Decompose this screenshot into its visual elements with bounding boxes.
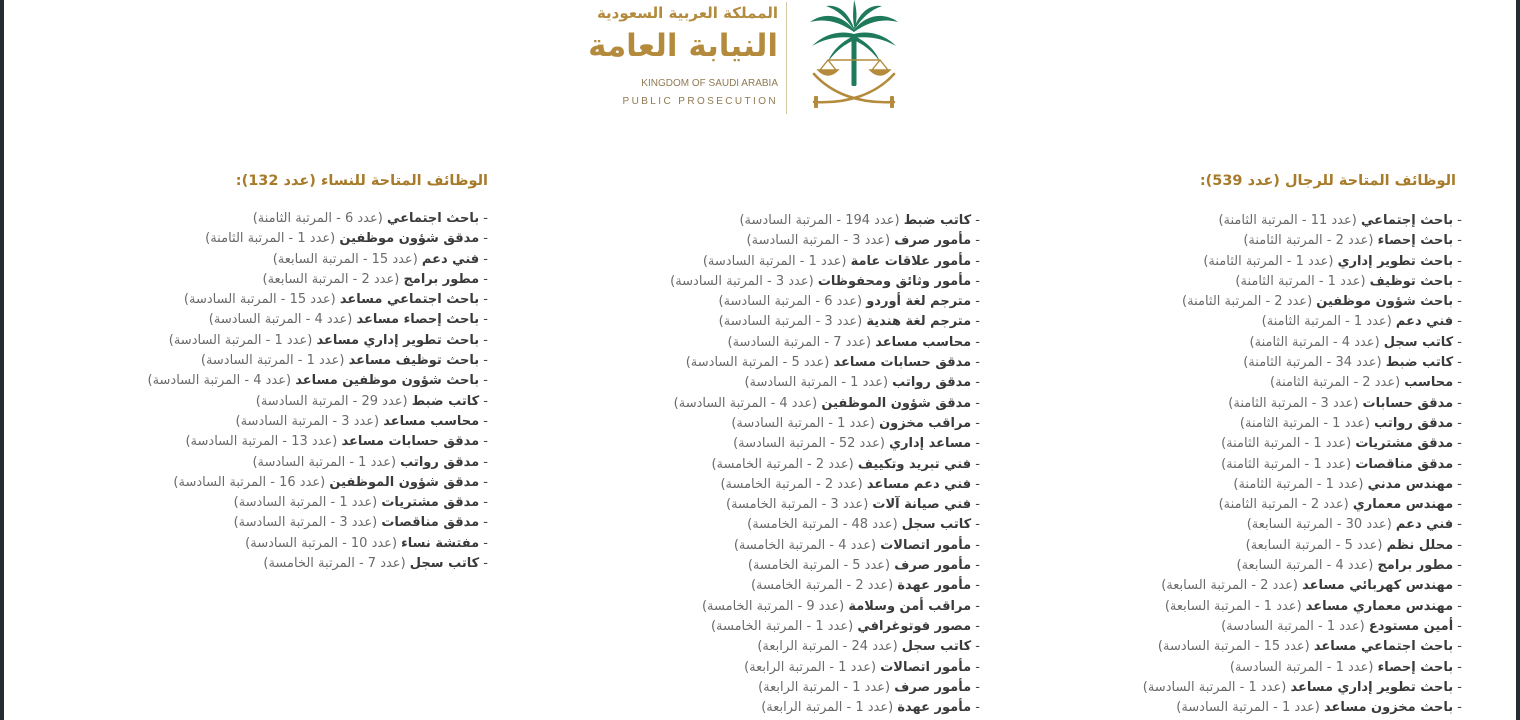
job-title: مدقق شؤون الموظفين: [329, 474, 480, 490]
job-detail: (عدد 1 - المرتبة السادسة): [1229, 659, 1374, 675]
right-frame-edge: [1516, 0, 1520, 720]
job-detail: (عدد 2 - المرتبة الثامنة): [1243, 233, 1374, 249]
bullet-dash: -: [1457, 598, 1462, 614]
job-title: كاتب سجل: [409, 556, 480, 572]
job-title: محاسب مساعد: [875, 334, 972, 350]
job-title: باحث إحصاء: [1377, 659, 1454, 675]
job-detail: (عدد 5 - المرتبة الخامسة): [747, 558, 891, 574]
job-title: مصور فوتوغرافي: [857, 618, 972, 634]
job-title: فني دعم: [1395, 314, 1454, 330]
job-title: مساعد إداري: [889, 436, 972, 452]
bullet-dash: -: [483, 434, 488, 450]
job-detail: (عدد 1 - المرتبة الثامنة): [1233, 476, 1364, 492]
job-title: مدقق حسابات مساعد: [341, 434, 480, 450]
job-title: كاتب سجل: [901, 517, 972, 533]
job-detail: (عدد 13 - المرتبة السادسة): [185, 434, 338, 450]
men-jobs-list: [1022, 211, 1462, 718]
job-list-item: [1022, 394, 1462, 414]
job-list-item: [48, 453, 488, 473]
job-detail: (عدد 2 - المرتبة الخامسة): [711, 456, 854, 472]
bullet-dash: -: [975, 273, 980, 289]
job-list-item: [48, 229, 488, 249]
job-detail: (عدد 5 - المرتبة السابعة): [1245, 537, 1383, 553]
job-list-item: [540, 597, 980, 617]
bullet-dash: -: [1457, 578, 1462, 594]
job-list-item: [540, 333, 980, 353]
job-title: فني صيانة آلات: [872, 497, 972, 513]
job-list-item: [1022, 495, 1462, 515]
bullet-dash: -: [975, 497, 980, 513]
job-list-item: [540, 515, 980, 535]
bullet-dash: -: [975, 537, 980, 553]
job-detail: (عدد 1 - المرتبة السادسة): [1176, 700, 1320, 716]
job-title: مأمور صرف: [894, 558, 972, 574]
job-detail: (عدد 1 - المرتبة الثامنة): [1203, 253, 1334, 269]
job-title: مطور برامج: [1377, 558, 1454, 574]
job-detail: (عدد 1 - المرتبة السابعة): [1164, 598, 1302, 614]
job-list-item: [540, 536, 980, 556]
job-detail: (عدد 1 - المرتبة السادسة): [200, 353, 345, 369]
bullet-dash: -: [975, 456, 980, 472]
job-title: باحث توظيف: [1369, 273, 1454, 289]
job-list-item: [1022, 455, 1462, 475]
bullet-dash: -: [483, 271, 488, 287]
job-list-item: [540, 637, 980, 657]
bullet-dash: -: [1457, 273, 1462, 289]
job-detail: (عدد 1 - المرتبة الثامنة): [1221, 436, 1352, 452]
job-list-item: [1022, 475, 1462, 495]
job-title: مأمور صرف: [894, 679, 972, 695]
men-jobs-title: الوظائف المتاحة للرجال (عدد 539):: [1199, 173, 1456, 189]
job-detail: (عدد 1 - المرتبة الثامنة): [1235, 273, 1366, 289]
job-detail: (عدد 7 - المرتبة السادسة): [727, 334, 872, 350]
job-detail: (عدد 3 - المرتبة السادسة): [233, 515, 378, 531]
job-list-item: [1022, 434, 1462, 454]
job-detail: (عدد 48 - المرتبة الخامسة): [747, 517, 898, 533]
job-title: مهندس معماري مساعد: [1305, 598, 1454, 614]
bullet-dash: -: [1457, 395, 1462, 411]
job-detail: (عدد 4 - المرتبة السابعة): [1236, 558, 1374, 574]
bullet-dash: -: [975, 294, 980, 310]
job-list-item: [540, 617, 980, 637]
bullet-dash: -: [975, 659, 980, 675]
job-list-item: [48, 209, 488, 229]
kingdom-name-arabic: المملكة العربية السعودية: [596, 4, 778, 22]
job-list-item: [48, 270, 488, 290]
job-title: مراقب أمن وسلامة: [848, 598, 972, 614]
job-list-item: [48, 412, 488, 432]
job-detail: (عدد 2 - المرتبة الثامنة): [1270, 375, 1401, 391]
bullet-dash: -: [483, 393, 488, 409]
job-detail: (عدد 1 - المرتبة السادسة): [744, 375, 889, 391]
women-jobs-list: [48, 209, 488, 574]
bullet-dash: -: [1457, 558, 1462, 574]
bullet-dash: -: [1457, 456, 1462, 472]
job-title: فني دعم: [1395, 517, 1454, 533]
job-title: مدقق مشتريات: [381, 495, 480, 511]
job-detail: (عدد 7 - المرتبة الخامسة): [263, 556, 406, 572]
job-detail: (عدد 24 - المرتبة الرابعة): [757, 639, 898, 655]
job-title: مأمور عهدة: [897, 578, 972, 594]
bullet-dash: -: [483, 312, 488, 328]
job-title: مفتشة نساء: [401, 535, 480, 551]
job-list-item: [540, 252, 980, 272]
bullet-dash: -: [975, 253, 980, 269]
job-detail: (عدد 4 - المرتبة الثامنة): [1249, 334, 1380, 350]
job-detail: (عدد 52 - المرتبة السادسة): [733, 436, 885, 452]
bullet-dash: -: [975, 395, 980, 411]
job-detail: (عدد 1 - المرتبة السادسة): [731, 415, 875, 431]
job-list-item: [540, 414, 980, 434]
job-title: فني تبريد وتكييف: [857, 456, 972, 472]
job-title: مهندس مدني: [1367, 476, 1454, 492]
job-title: فني دعم مساعد: [866, 476, 972, 492]
bullet-dash: -: [975, 213, 980, 228]
bullet-dash: -: [483, 413, 488, 429]
job-list-item: [48, 371, 488, 391]
job-title: مدقق رواتب: [1374, 415, 1454, 431]
job-title: مدقق شؤون الموظفين: [821, 395, 972, 411]
job-title: مدقق مشتريات: [1355, 436, 1454, 452]
header-divider: [786, 2, 787, 114]
job-title: مأمور اتصالات: [880, 659, 972, 675]
left-frame-edge: [0, 0, 4, 720]
job-detail: (عدد 1 - المرتبة السادسة): [1142, 679, 1287, 695]
palm-swords-scales-icon: [798, 0, 910, 116]
bullet-dash: -: [1457, 294, 1462, 310]
job-list-item: [1022, 252, 1462, 272]
job-detail: (عدد 194 - المرتبة السادسة): [739, 213, 900, 228]
job-detail: (عدد 1 - المرتبة السادسة): [233, 495, 378, 511]
bullet-dash: -: [1457, 355, 1462, 371]
job-detail: (عدد 15 - المرتبة السادسة): [1157, 639, 1310, 655]
bullet-dash: -: [483, 292, 488, 308]
job-list-item: [1022, 272, 1462, 292]
bullet-dash: -: [483, 353, 488, 369]
job-list-item: [1022, 333, 1462, 353]
job-detail: (عدد 1 - المرتبة الرابعة): [761, 700, 894, 716]
job-list-item: [540, 373, 980, 393]
job-detail: (عدد 5 - المرتبة السادسة): [685, 355, 830, 371]
job-title: مدقق شؤون موظفين: [339, 231, 480, 247]
job-title: باحث اجتماعي مساعد: [1313, 639, 1454, 655]
job-list-item: [48, 432, 488, 452]
job-detail: (عدد 2 - المرتبة السابعة): [1161, 578, 1298, 594]
bullet-dash: -: [975, 233, 980, 249]
bullet-dash: -: [975, 618, 980, 634]
job-detail: (عدد 1 - المرتبة الخامسة): [710, 618, 854, 634]
job-list-item: [1022, 658, 1462, 678]
job-title: مدقق رواتب: [892, 375, 972, 391]
job-title: كاتب سجل: [1383, 334, 1454, 350]
job-list-item: [540, 211, 980, 231]
job-title: باحث إجتماعي: [1360, 213, 1454, 228]
job-title: مدقق مناقصات: [1355, 456, 1454, 472]
job-title: مأمور علاقات عامة: [850, 253, 972, 269]
job-title: مترجم لغة أوردو: [866, 294, 972, 310]
bullet-dash: -: [975, 700, 980, 716]
job-detail: (عدد 4 - المرتبة الخامسة): [733, 537, 877, 553]
job-list-item: [540, 698, 980, 718]
job-list-item: [48, 290, 488, 310]
job-list-item: [540, 292, 980, 312]
job-title: مأمور عهدة: [897, 700, 972, 716]
job-detail: (عدد 34 - المرتبة الثامنة): [1243, 355, 1382, 371]
job-title: محلل نظم: [1386, 537, 1454, 553]
job-list-item: [1022, 292, 1462, 312]
job-detail: (عدد 15 - المرتبة السابعة): [272, 251, 418, 267]
job-list-item: [48, 310, 488, 330]
bullet-dash: -: [483, 231, 488, 247]
job-detail: (عدد 1 - المرتبة السادسة): [168, 332, 313, 348]
bullet-dash: -: [1457, 476, 1462, 492]
bullet-dash: -: [1457, 618, 1462, 634]
job-detail: (عدد 2 - المرتبة الخامسة): [720, 476, 863, 492]
job-detail: (عدد 1 - المرتبة الرابعة): [744, 659, 877, 675]
job-title: باحث تطوير إداري مساعد: [1290, 679, 1454, 695]
job-detail: (عدد 1 - المرتبة الثامنة): [1261, 314, 1392, 330]
job-title: مهندس معماري: [1352, 497, 1454, 513]
job-title: باحث مخزون مساعد: [1323, 700, 1454, 716]
job-detail: (عدد 6 - المرتبة السادسة): [718, 294, 863, 310]
job-detail: (عدد 3 - المرتبة السادسة): [718, 314, 863, 330]
job-title: مراقب مخزون: [879, 415, 972, 431]
job-title: باحث تطوير إداري: [1337, 253, 1454, 269]
job-detail: (عدد 3 - المرتبة السادسة): [235, 413, 380, 429]
bullet-dash: -: [483, 515, 488, 531]
job-detail: (عدد 4 - المرتبة السادسة): [673, 395, 818, 411]
job-list-item: [540, 678, 980, 698]
job-list-item: [48, 534, 488, 554]
job-title: مدقق حسابات مساعد: [833, 355, 972, 371]
bullet-dash: -: [1457, 415, 1462, 431]
bullet-dash: -: [975, 436, 980, 452]
bullet-dash: -: [975, 375, 980, 391]
prosecution-name-english: PUBLIC PROSECUTION: [622, 96, 778, 107]
job-list-item: [540, 658, 980, 678]
job-detail: (عدد 15 - المرتبة السادسة): [183, 292, 336, 308]
job-detail: (عدد 2 - المرتبة الثامنة): [1218, 497, 1349, 513]
job-list-item: [1022, 576, 1462, 596]
job-detail: (عدد 10 - المرتبة السادسة): [245, 535, 398, 551]
prosecution-name-arabic: النيابة العامة: [588, 28, 778, 64]
job-title: مأمور صرف: [894, 233, 972, 249]
job-title: مترجم لغة هندية: [866, 314, 972, 330]
job-detail: (عدد 2 - المرتبة السابعة): [262, 271, 400, 287]
job-title: كاتب ضبط: [903, 213, 972, 228]
job-list-item: [1022, 373, 1462, 393]
bullet-dash: -: [483, 535, 488, 551]
job-detail: (عدد 3 - المرتبة الخامسة): [726, 497, 869, 513]
job-title: باحث شؤون موظفين: [1316, 294, 1454, 310]
job-title: باحث شؤون موظفين مساعد: [295, 373, 480, 389]
job-detail: (عدد 29 - المرتبة السادسة): [255, 393, 408, 409]
job-title: مأمور وثائق ومحفوظات: [817, 273, 972, 289]
job-list-item: [1022, 515, 1462, 535]
job-list-item: [1022, 637, 1462, 657]
job-detail: (عدد 1 - المرتبة السادسة): [702, 253, 847, 269]
bullet-dash: -: [975, 639, 980, 655]
kingdom-name-english: KINGDOM OF SAUDI ARABIA: [641, 78, 778, 89]
job-detail: (عدد 6 - المرتبة الثامنة): [252, 211, 383, 226]
bullet-dash: -: [1457, 700, 1462, 716]
job-detail: (عدد 1 - المرتبة الرابعة): [758, 679, 891, 695]
job-list-item: [48, 351, 488, 371]
job-list-item: [540, 353, 980, 373]
bullet-dash: -: [483, 454, 488, 470]
job-list-item: [540, 495, 980, 515]
bullet-dash: -: [975, 679, 980, 695]
bullet-dash: -: [483, 495, 488, 511]
job-detail: (عدد 1 - المرتبة السادسة): [1221, 618, 1365, 634]
job-title: مأمور اتصالات: [880, 537, 972, 553]
job-title: مطور برامج: [403, 271, 480, 287]
bullet-dash: -: [1457, 639, 1462, 655]
job-list-item: [540, 576, 980, 596]
job-detail: (عدد 4 - المرتبة السادسة): [147, 373, 292, 389]
job-detail: (عدد 1 - المرتبة السادسة): [252, 454, 397, 470]
job-title: باحث تطوير إداري مساعد: [316, 332, 480, 348]
job-list-item: [540, 394, 980, 414]
men-jobs-list-continued: [540, 211, 980, 718]
job-title: باحث إحصاء: [1377, 233, 1454, 249]
job-title: كاتب ضبط: [1385, 355, 1454, 371]
job-detail: (عدد 9 - المرتبة الخامسة): [701, 598, 845, 614]
bullet-dash: -: [1457, 233, 1462, 249]
job-list-item: [540, 434, 980, 454]
job-title: باحث اجتماعي: [386, 211, 480, 226]
job-detail: (عدد 3 - المرتبة السادسة): [746, 233, 891, 249]
job-list-item: [48, 493, 488, 513]
women-jobs-title: الوظائف المتاحة للنساء (عدد 132):: [235, 173, 488, 189]
job-list-item: [1022, 597, 1462, 617]
bullet-dash: -: [1457, 679, 1462, 695]
job-list-item: [540, 475, 980, 495]
job-detail: (عدد 1 - المرتبة الثامنة): [205, 231, 336, 247]
bullet-dash: -: [1457, 253, 1462, 269]
bullet-dash: -: [1457, 334, 1462, 350]
job-detail: (عدد 1 - المرتبة الثامنة): [1239, 415, 1371, 431]
job-detail: (عدد 3 - المرتبة الثامنة): [1228, 395, 1359, 411]
job-list-item: [540, 272, 980, 292]
job-list-item: [1022, 312, 1462, 332]
bullet-dash: -: [975, 415, 980, 431]
bullet-dash: -: [1457, 659, 1462, 675]
bullet-dash: -: [975, 334, 980, 350]
bullet-dash: -: [975, 598, 980, 614]
bullet-dash: -: [1457, 436, 1462, 452]
bullet-dash: -: [975, 517, 980, 533]
job-list-item: [1022, 617, 1462, 637]
bullet-dash: -: [1457, 375, 1462, 391]
job-list-item: [540, 231, 980, 251]
job-list-item: [1022, 556, 1462, 576]
job-list-item: [48, 473, 488, 493]
job-title: محاسب: [1404, 375, 1454, 391]
bullet-dash: -: [1457, 537, 1462, 553]
job-detail: (عدد 1 - المرتبة الثامنة): [1221, 456, 1352, 472]
job-detail: (عدد 3 - المرتبة السادسة): [670, 273, 814, 289]
job-title: باحث إحصاء مساعد: [356, 312, 480, 328]
job-title: باحث اجتماعي مساعد: [339, 292, 480, 308]
bullet-dash: -: [975, 558, 980, 574]
bullet-dash: -: [483, 373, 488, 389]
bullet-dash: -: [483, 211, 488, 226]
job-list-item: [540, 455, 980, 475]
job-list-item: [1022, 536, 1462, 556]
bullet-dash: -: [483, 556, 488, 572]
job-list-item: [48, 331, 488, 351]
job-list-item: [48, 250, 488, 270]
job-title: مدقق مناقصات: [381, 515, 480, 531]
job-title: أمين مستودع: [1368, 618, 1454, 634]
job-detail: (عدد 2 - المرتبة الخامسة): [750, 578, 894, 594]
job-list-item: [48, 392, 488, 412]
job-list-item: [540, 312, 980, 332]
job-list-item: [540, 556, 980, 576]
job-title: مهندس كهربائي مساعد: [1302, 578, 1454, 594]
job-list-item: [1022, 414, 1462, 434]
job-title: مدقق حسابات: [1362, 395, 1454, 411]
job-list-item: [1022, 231, 1462, 251]
bullet-dash: -: [483, 332, 488, 348]
job-title: باحث توظيف مساعد: [348, 353, 480, 369]
bullet-dash: -: [975, 578, 980, 594]
bullet-dash: -: [975, 355, 980, 371]
job-detail: (عدد 30 - المرتبة السابعة): [1246, 517, 1392, 533]
job-title: محاسب مساعد: [383, 413, 480, 429]
job-list-item: [1022, 211, 1462, 231]
job-detail: (عدد 11 - المرتبة الثامنة): [1218, 213, 1357, 228]
job-title: فني دعم: [421, 251, 480, 267]
bullet-dash: -: [1457, 213, 1462, 228]
bullet-dash: -: [1457, 517, 1462, 533]
document-header: [588, 0, 920, 120]
job-title: كاتب ضبط: [411, 393, 480, 409]
header-text: [588, 0, 778, 120]
job-title: كاتب سجل: [901, 639, 972, 655]
bullet-dash: -: [975, 314, 980, 330]
bullet-dash: -: [1457, 497, 1462, 513]
bullet-dash: -: [483, 474, 488, 490]
bullet-dash: -: [1457, 314, 1462, 330]
job-list-item: [1022, 678, 1462, 698]
job-detail: (عدد 2 - المرتبة الثامنة): [1182, 294, 1313, 310]
job-list-item: [48, 554, 488, 574]
job-list-item: [1022, 353, 1462, 373]
job-title: مدقق رواتب: [400, 454, 480, 470]
job-list-item: [1022, 698, 1462, 718]
job-detail: (عدد 16 - المرتبة السادسة): [173, 474, 326, 490]
job-detail: (عدد 4 - المرتبة السادسة): [208, 312, 353, 328]
bullet-dash: -: [483, 251, 488, 267]
bullet-dash: -: [975, 476, 980, 492]
job-list-item: [48, 513, 488, 533]
